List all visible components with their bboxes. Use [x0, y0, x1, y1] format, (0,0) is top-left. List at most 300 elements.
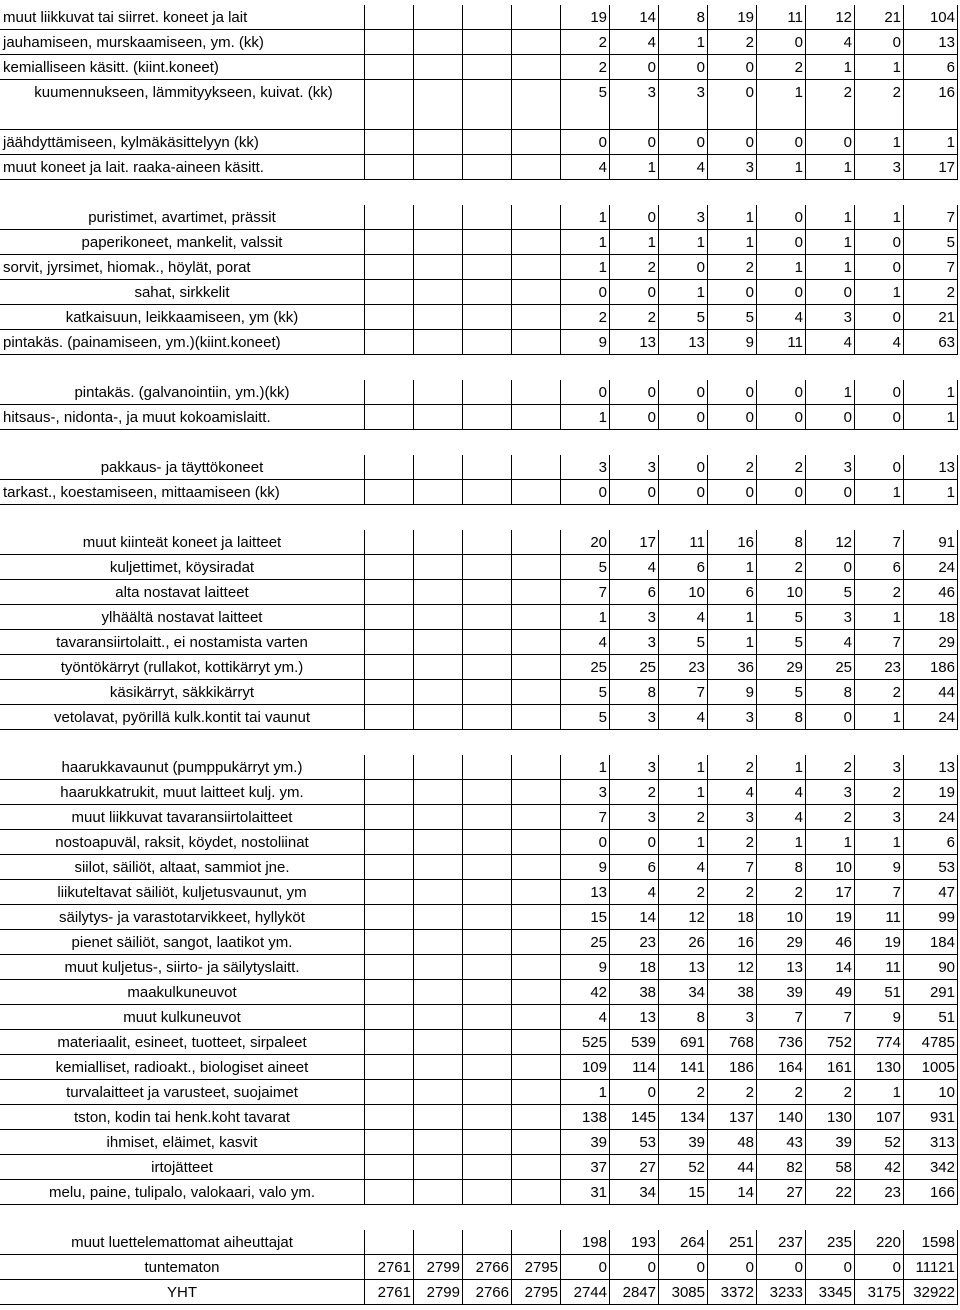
table-row [0, 55, 960, 80]
value-cell [365, 155, 414, 180]
value-cell [414, 30, 463, 55]
row-label: puristimet, avartimet, prässit [0, 205, 365, 230]
value-cell: 3 [610, 605, 659, 630]
value-cell: 3 [659, 80, 708, 130]
value-cell: 2795 [512, 1280, 561, 1305]
value-cell: 138 [561, 1105, 610, 1130]
value-cell [512, 655, 561, 680]
value-cell: 9 [561, 330, 610, 355]
value-cell [512, 855, 561, 880]
value-cell: 4 [659, 855, 708, 880]
value-cell: 13 [757, 955, 806, 980]
value-cell: 164 [757, 1055, 806, 1080]
value-cell: 19 [708, 5, 757, 30]
value-cell: 4 [561, 155, 610, 180]
value-cell: 4 [806, 330, 855, 355]
table-row [0, 705, 960, 730]
value-cell: 525 [561, 1030, 610, 1055]
value-cell [365, 1180, 414, 1205]
value-cell [365, 1105, 414, 1130]
row-label: sorvit, jyrsimet, hiomak., höylät, porat [0, 255, 365, 280]
value-cell: 17 [806, 880, 855, 905]
value-cell [463, 880, 512, 905]
table-row [0, 30, 960, 55]
value-cell [512, 1080, 561, 1105]
table-row [0, 205, 960, 230]
value-cell [365, 330, 414, 355]
row-label: ihmiset, eläimet, kasvit [0, 1130, 365, 1155]
value-cell: 3 [610, 705, 659, 730]
value-cell: 9 [561, 855, 610, 880]
value-cell: 4 [610, 555, 659, 580]
value-cell [512, 255, 561, 280]
value-cell: 2761 [365, 1255, 414, 1280]
value-cell [463, 1055, 512, 1080]
value-cell: 3 [708, 705, 757, 730]
value-cell: 3 [610, 805, 659, 830]
value-cell [414, 155, 463, 180]
value-cell [463, 330, 512, 355]
value-cell: 3 [708, 805, 757, 830]
value-cell: 2 [659, 880, 708, 905]
value-cell: 3085 [659, 1280, 708, 1305]
value-cell: 3 [855, 155, 904, 180]
value-cell: 2 [855, 680, 904, 705]
row-total-cell: 186 [904, 655, 958, 680]
value-cell: 9 [561, 955, 610, 980]
value-cell: 8 [610, 680, 659, 705]
value-cell [463, 1005, 512, 1030]
value-cell [463, 830, 512, 855]
value-cell: 1 [855, 280, 904, 305]
value-cell: 5 [659, 630, 708, 655]
table-row [0, 630, 960, 655]
value-cell [414, 480, 463, 505]
table-row [0, 1155, 960, 1180]
value-cell: 0 [806, 405, 855, 430]
value-cell [365, 1230, 414, 1255]
value-cell [414, 580, 463, 605]
value-cell [463, 530, 512, 555]
table-row [0, 905, 960, 930]
value-cell: 0 [610, 205, 659, 230]
table-row [0, 130, 960, 155]
value-cell [414, 255, 463, 280]
table-row [0, 80, 960, 130]
value-cell: 0 [855, 380, 904, 405]
row-label: tston, kodin tai henk.koht tavarat [0, 1105, 365, 1130]
row-label: maakulkuneuvot [0, 980, 365, 1005]
row-label: ylhäältä nostavat laitteet [0, 605, 365, 630]
value-cell [512, 80, 561, 130]
value-cell [414, 1155, 463, 1180]
table-row [0, 330, 960, 355]
value-cell: 34 [610, 1180, 659, 1205]
value-cell: 1 [561, 405, 610, 430]
table-row [0, 5, 960, 30]
value-cell [414, 805, 463, 830]
value-cell [463, 455, 512, 480]
value-cell: 34 [659, 980, 708, 1005]
value-cell: 7 [561, 580, 610, 605]
value-cell: 3 [561, 455, 610, 480]
value-cell [463, 705, 512, 730]
value-cell [365, 80, 414, 130]
value-cell: 13 [561, 880, 610, 905]
table-row [0, 1180, 960, 1205]
value-cell: 25 [561, 655, 610, 680]
value-cell [414, 980, 463, 1005]
value-cell [365, 880, 414, 905]
table-row [0, 780, 960, 805]
value-cell [463, 1105, 512, 1130]
value-cell [463, 855, 512, 880]
row-total-cell: 17 [904, 155, 958, 180]
value-cell [463, 380, 512, 405]
row-label: pienet säiliöt, sangot, laatikot ym. [0, 930, 365, 955]
table-row [0, 555, 960, 580]
value-cell: 12 [806, 530, 855, 555]
value-cell: 4 [610, 880, 659, 905]
value-cell: 18 [708, 905, 757, 930]
value-cell: 0 [659, 480, 708, 505]
value-cell [512, 555, 561, 580]
value-cell: 2 [708, 30, 757, 55]
value-cell: 3372 [708, 1280, 757, 1305]
value-cell [365, 630, 414, 655]
value-cell: 16 [708, 930, 757, 955]
value-cell [414, 5, 463, 30]
value-cell: 0 [708, 130, 757, 155]
table-row [0, 605, 960, 630]
table-row [0, 305, 960, 330]
value-cell: 1 [708, 605, 757, 630]
value-cell: 5 [757, 605, 806, 630]
value-cell [414, 330, 463, 355]
value-cell: 3233 [757, 1280, 806, 1305]
value-cell [414, 405, 463, 430]
value-cell: 52 [855, 1130, 904, 1155]
value-cell [463, 5, 512, 30]
value-cell [414, 655, 463, 680]
value-cell: 0 [610, 1080, 659, 1105]
value-cell [463, 955, 512, 980]
value-cell: 1 [855, 55, 904, 80]
value-cell: 0 [659, 255, 708, 280]
value-cell: 53 [610, 1130, 659, 1155]
value-cell: 3 [708, 1005, 757, 1030]
value-cell: 0 [757, 205, 806, 230]
value-cell: 4 [757, 780, 806, 805]
value-cell: 0 [855, 230, 904, 255]
value-cell: 0 [806, 480, 855, 505]
value-cell [414, 55, 463, 80]
value-cell: 0 [708, 55, 757, 80]
value-cell: 251 [708, 1230, 757, 1255]
row-total-cell: 342 [904, 1155, 958, 1180]
row-total-cell: 104 [904, 5, 958, 30]
value-cell: 3 [708, 155, 757, 180]
value-cell: 29 [757, 930, 806, 955]
value-cell [365, 755, 414, 780]
value-cell [414, 1130, 463, 1155]
value-cell: 2 [855, 580, 904, 605]
table-row [0, 280, 960, 305]
value-cell: 14 [610, 905, 659, 930]
table-row [0, 530, 960, 555]
value-cell: 4 [610, 30, 659, 55]
value-cell [463, 405, 512, 430]
row-label: pintakäs. (galvanointiin, ym.)(kk) [0, 380, 365, 405]
row-label: melu, paine, tulipalo, valokaari, valo ym. [0, 1180, 365, 1205]
value-cell: 5 [561, 705, 610, 730]
row-total-cell: 24 [904, 705, 958, 730]
value-cell: 5 [561, 80, 610, 130]
value-cell: 3 [659, 205, 708, 230]
value-cell [512, 405, 561, 430]
value-cell: 1 [806, 55, 855, 80]
row-total-cell: 99 [904, 905, 958, 930]
value-cell: 19 [561, 5, 610, 30]
row-label: hitsaus-, nidonta-, ja muut kokoamislaitt. [0, 405, 365, 430]
value-cell [365, 1005, 414, 1030]
value-cell: 3345 [806, 1280, 855, 1305]
value-cell: 0 [708, 480, 757, 505]
value-cell: 0 [610, 280, 659, 305]
value-cell: 14 [708, 1180, 757, 1205]
value-cell: 774 [855, 1030, 904, 1055]
value-cell: 22 [806, 1180, 855, 1205]
row-label: tuntematon [0, 1255, 365, 1280]
value-cell: 5 [708, 305, 757, 330]
value-cell [512, 305, 561, 330]
value-cell: 2766 [463, 1280, 512, 1305]
value-cell: 10 [757, 905, 806, 930]
row-label: YHT [0, 1280, 365, 1305]
value-cell: 5 [757, 630, 806, 655]
value-cell: 25 [610, 655, 659, 680]
value-cell: 7 [855, 630, 904, 655]
value-cell: 52 [659, 1155, 708, 1180]
value-cell [365, 405, 414, 430]
value-cell: 42 [561, 980, 610, 1005]
value-cell: 5 [757, 680, 806, 705]
row-total-cell: 13 [904, 30, 958, 55]
row-total-cell: 46 [904, 580, 958, 605]
value-cell: 13 [610, 330, 659, 355]
value-cell [463, 780, 512, 805]
value-cell [414, 605, 463, 630]
value-cell [463, 205, 512, 230]
value-cell: 0 [757, 130, 806, 155]
value-cell: 3 [806, 305, 855, 330]
value-cell: 2795 [512, 1255, 561, 1280]
value-cell: 2 [561, 30, 610, 55]
row-total-cell: 16 [904, 80, 958, 130]
row-label: katkaisuun, leikkaamiseen, ym (kk) [0, 305, 365, 330]
table-row [0, 580, 960, 605]
value-cell: 0 [708, 280, 757, 305]
value-cell [365, 805, 414, 830]
value-cell: 11 [757, 5, 806, 30]
table-row [0, 1130, 960, 1155]
value-cell [414, 205, 463, 230]
value-cell: 736 [757, 1030, 806, 1055]
value-cell: 0 [659, 380, 708, 405]
row-total-cell: 1 [904, 480, 958, 505]
value-cell: 0 [610, 480, 659, 505]
value-cell: 220 [855, 1230, 904, 1255]
value-cell [365, 455, 414, 480]
value-cell: 1 [855, 830, 904, 855]
value-cell [512, 605, 561, 630]
value-cell: 39 [806, 1130, 855, 1155]
value-cell [414, 955, 463, 980]
value-cell [512, 830, 561, 855]
value-cell: 13 [659, 955, 708, 980]
value-cell [512, 1230, 561, 1255]
row-total-cell: 53 [904, 855, 958, 880]
value-cell: 11 [855, 905, 904, 930]
value-cell: 27 [757, 1180, 806, 1205]
value-cell: 1 [610, 230, 659, 255]
value-cell: 4 [659, 155, 708, 180]
value-cell: 186 [708, 1055, 757, 1080]
value-cell [463, 80, 512, 130]
value-cell: 0 [855, 455, 904, 480]
row-label: pintakäs. (painamiseen, ym.)(kiint.koneet) [0, 330, 365, 355]
value-cell [414, 905, 463, 930]
value-cell [365, 605, 414, 630]
value-cell [414, 305, 463, 330]
value-cell [414, 855, 463, 880]
value-cell [414, 1005, 463, 1030]
value-cell: 161 [806, 1055, 855, 1080]
value-cell: 2 [757, 555, 806, 580]
value-cell [463, 55, 512, 80]
value-cell [512, 530, 561, 555]
value-cell: 0 [561, 1255, 610, 1280]
value-cell [365, 855, 414, 880]
value-cell [463, 1180, 512, 1205]
row-total-cell: 291 [904, 980, 958, 1005]
value-cell [365, 205, 414, 230]
table-row [0, 255, 960, 280]
value-cell: 4 [757, 805, 806, 830]
row-total-cell: 7 [904, 205, 958, 230]
value-cell: 5 [561, 555, 610, 580]
value-cell: 264 [659, 1230, 708, 1255]
value-cell [365, 930, 414, 955]
table-row [0, 380, 960, 405]
value-cell: 39 [561, 1130, 610, 1155]
value-cell: 2 [806, 805, 855, 830]
value-cell: 1 [708, 230, 757, 255]
value-cell: 0 [610, 130, 659, 155]
value-cell [414, 455, 463, 480]
value-cell [414, 830, 463, 855]
value-cell: 37 [561, 1155, 610, 1180]
value-cell: 48 [708, 1130, 757, 1155]
row-total-cell: 1 [904, 130, 958, 155]
value-cell: 4 [659, 605, 708, 630]
value-cell: 1 [855, 705, 904, 730]
value-cell: 0 [806, 1255, 855, 1280]
value-cell: 7 [855, 530, 904, 555]
value-cell [512, 30, 561, 55]
value-cell [365, 5, 414, 30]
value-cell: 3 [561, 780, 610, 805]
value-cell: 82 [757, 1155, 806, 1180]
row-label: työntökärryt (rullakot, kottikärryt ym.) [0, 655, 365, 680]
value-cell: 1 [855, 130, 904, 155]
value-cell: 26 [659, 930, 708, 955]
value-cell: 27 [610, 1155, 659, 1180]
value-cell: 237 [757, 1230, 806, 1255]
value-cell: 3 [806, 605, 855, 630]
value-cell [512, 205, 561, 230]
value-cell: 0 [757, 405, 806, 430]
value-cell [512, 780, 561, 805]
value-cell: 0 [561, 480, 610, 505]
value-cell: 11 [757, 330, 806, 355]
value-cell: 2 [757, 1080, 806, 1105]
value-cell: 0 [659, 55, 708, 80]
value-cell: 12 [806, 5, 855, 30]
value-cell: 0 [806, 280, 855, 305]
table-row [0, 1005, 960, 1030]
value-cell [365, 30, 414, 55]
value-cell [365, 530, 414, 555]
table-row [0, 1230, 960, 1255]
value-cell [512, 330, 561, 355]
value-cell: 1 [561, 205, 610, 230]
value-cell: 39 [757, 980, 806, 1005]
table-row [0, 855, 960, 880]
value-cell: 0 [855, 255, 904, 280]
value-cell [463, 930, 512, 955]
row-total-cell: 313 [904, 1130, 958, 1155]
table-row [0, 655, 960, 680]
value-cell: 1 [806, 155, 855, 180]
value-cell: 46 [806, 930, 855, 955]
value-cell: 0 [806, 705, 855, 730]
value-cell [512, 1055, 561, 1080]
value-cell: 44 [708, 1155, 757, 1180]
value-cell [512, 580, 561, 605]
value-cell: 31 [561, 1180, 610, 1205]
value-cell [512, 680, 561, 705]
value-cell [414, 755, 463, 780]
value-cell [365, 380, 414, 405]
row-total-cell: 21 [904, 305, 958, 330]
value-cell [463, 1080, 512, 1105]
value-cell [365, 480, 414, 505]
value-cell: 3 [610, 755, 659, 780]
value-cell: 23 [610, 930, 659, 955]
value-cell [463, 1230, 512, 1255]
value-cell [414, 705, 463, 730]
value-cell: 2 [757, 455, 806, 480]
value-cell: 7 [806, 1005, 855, 1030]
value-cell: 2 [708, 880, 757, 905]
row-total-cell: 51 [904, 1005, 958, 1030]
row-label: muut kiinteät koneet ja laitteet [0, 530, 365, 555]
value-cell: 49 [806, 980, 855, 1005]
value-cell: 0 [561, 380, 610, 405]
value-cell: 0 [855, 1255, 904, 1280]
value-cell [512, 55, 561, 80]
